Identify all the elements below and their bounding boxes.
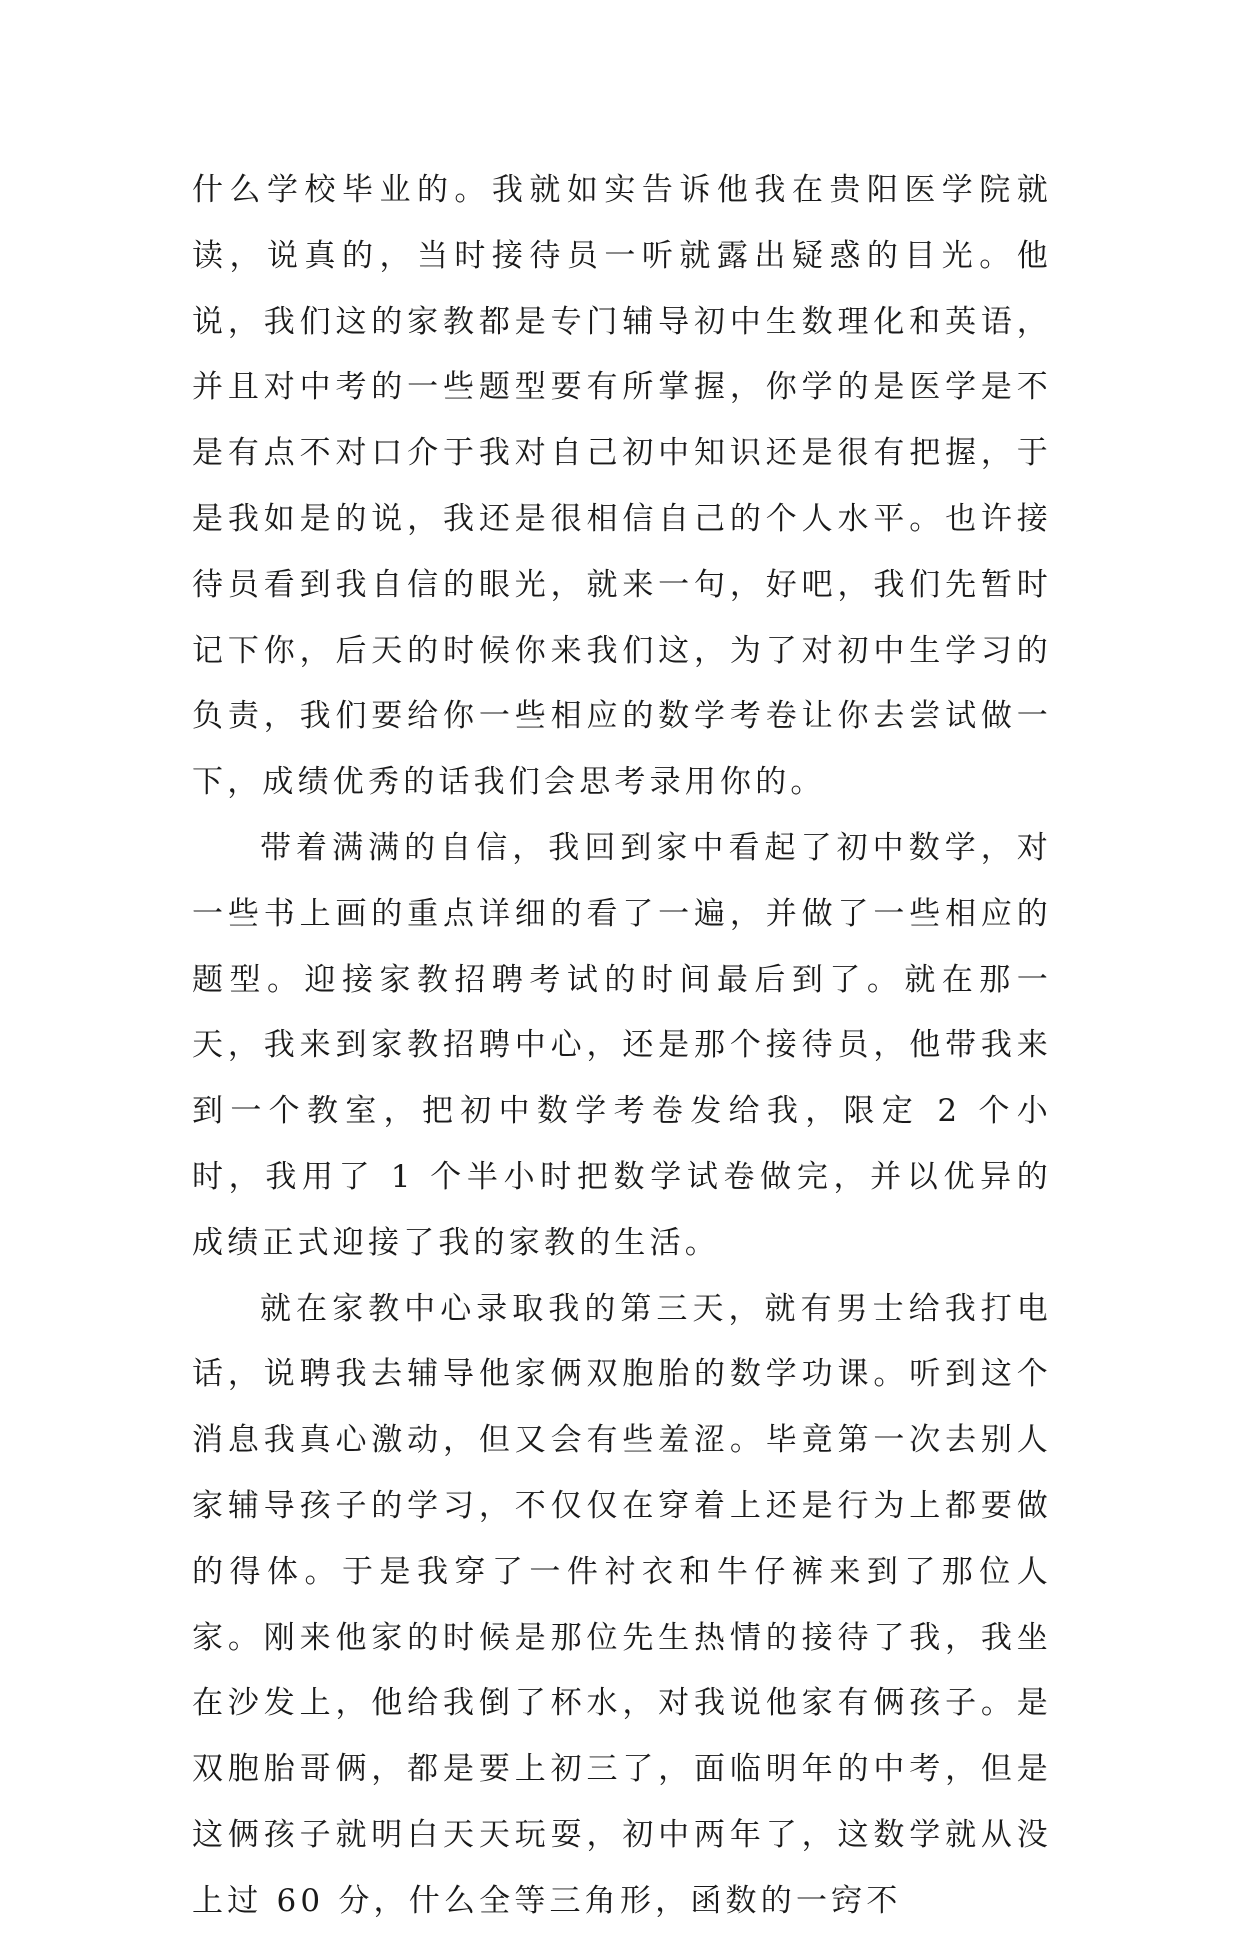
paragraph: 带着满满的自信，我回到家中看起了初中数学，对一些书上画的重点详细的看了一遍，并做了一些相应的题型。迎接家教招聘考试的时间最后到了。就在那一天，我来到家教招聘中心，还是那个接待员，他带我来到一个教室，把初中数学考卷发给我，限定 2 个小时，我用了 1 个半小时把数学试卷做完，并以优异的成绩正式迎接了我的家教的生活。 bbox=[192, 829, 1052, 1261]
paragraph: 就在家教中心录取我的第三天，就有男士给我打电话，说聘我去辅导他家俩双胞胎的数学功课。听到这个消息我真心激动，但又会有些羞涩。毕竟第一次去别人家辅导孩子的学习，不仅仅在穿着上还是行为上都要做的得体。于是我穿了一件衬衣和牛仔裤来到了那位人家。刚来他家的时候是那位先生热情的接待了我，我坐在沙发上，他给我倒了杯水，对我说他家有俩孩子。是双胞胎哥俩，都是要上初三了，面临明年的中考，但是这俩孩子就明白天天玩耍，初中两年了，这数学就从没上过 60 分，什么全等三角形，函数的一窍不 bbox=[192, 1290, 1052, 1919]
body-text bbox=[192, 158, 1052, 1935]
paragraph-continued: 什么学校毕业的。我就如实告诉他我在贵阳医学院就读，说真的，当时接待员一听就露出疑惑的目光。他说，我们这的家教都是专门辅导初中生数理化和英语，并且对中考的一些题型要有所掌握，你学的是医学是不是有点不对口介于我对自己初中知识还是很有把握，于是我如是的说，我还是很相信自己的个人水平。也许接待员看到我自信的眼光，就来一句，好吧，我们先暂时记下你，后天的时候你来我们这，为了对初中生学习的负责，我们要给你一些相应的数学考卷让你去尝试做一下，成绩优秀的话我们会思考录用你的。 bbox=[192, 172, 1052, 801]
